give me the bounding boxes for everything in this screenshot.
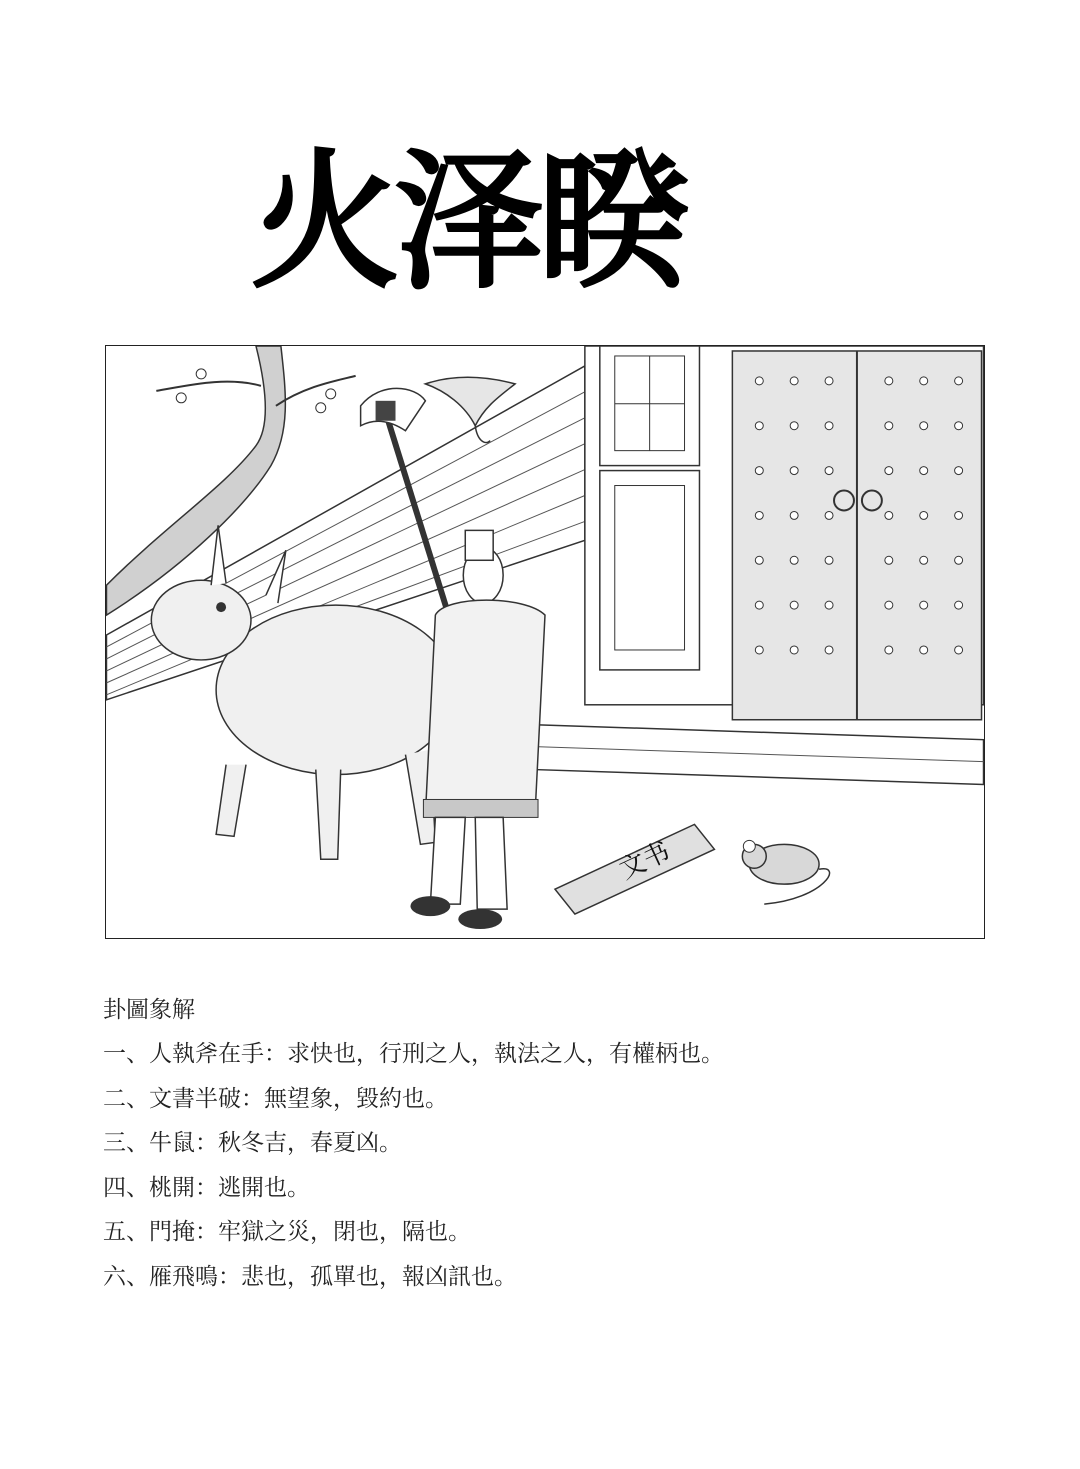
mouse <box>742 840 829 904</box>
steps <box>535 725 983 785</box>
legend-item-5: 五、門掩：牢獄之災，閉也，隔也。 <box>103 1219 471 1245</box>
legend-item-4: 四、桃開：逃開也。 <box>103 1174 310 1201</box>
torn-document <box>555 824 714 914</box>
legend-item-3: 三、牛鼠：秋冬吉，春夏凶。 <box>103 1130 402 1156</box>
legend-list <box>103 1032 1003 1299</box>
legend-item-2: 二、文書半破：無望象，毀約也。 <box>103 1085 448 1112</box>
illustration-scene <box>106 346 984 938</box>
hexagram-legend <box>103 988 1003 1299</box>
hexagram-illustration <box>105 345 985 939</box>
closed-gate <box>732 351 981 720</box>
legend-item-6: 六、雁飛鳴：悲也，孤單也，報凶訊也。 <box>103 1263 517 1290</box>
page-title: 火泽睽 <box>250 136 683 310</box>
legend-heading: 卦圖象解 <box>103 997 195 1023</box>
legend-item-1: 一、人執斧在手：求快也，行刑之人，執法之人，有權柄也。 <box>103 1041 724 1067</box>
document-text: 文书 <box>615 836 675 886</box>
